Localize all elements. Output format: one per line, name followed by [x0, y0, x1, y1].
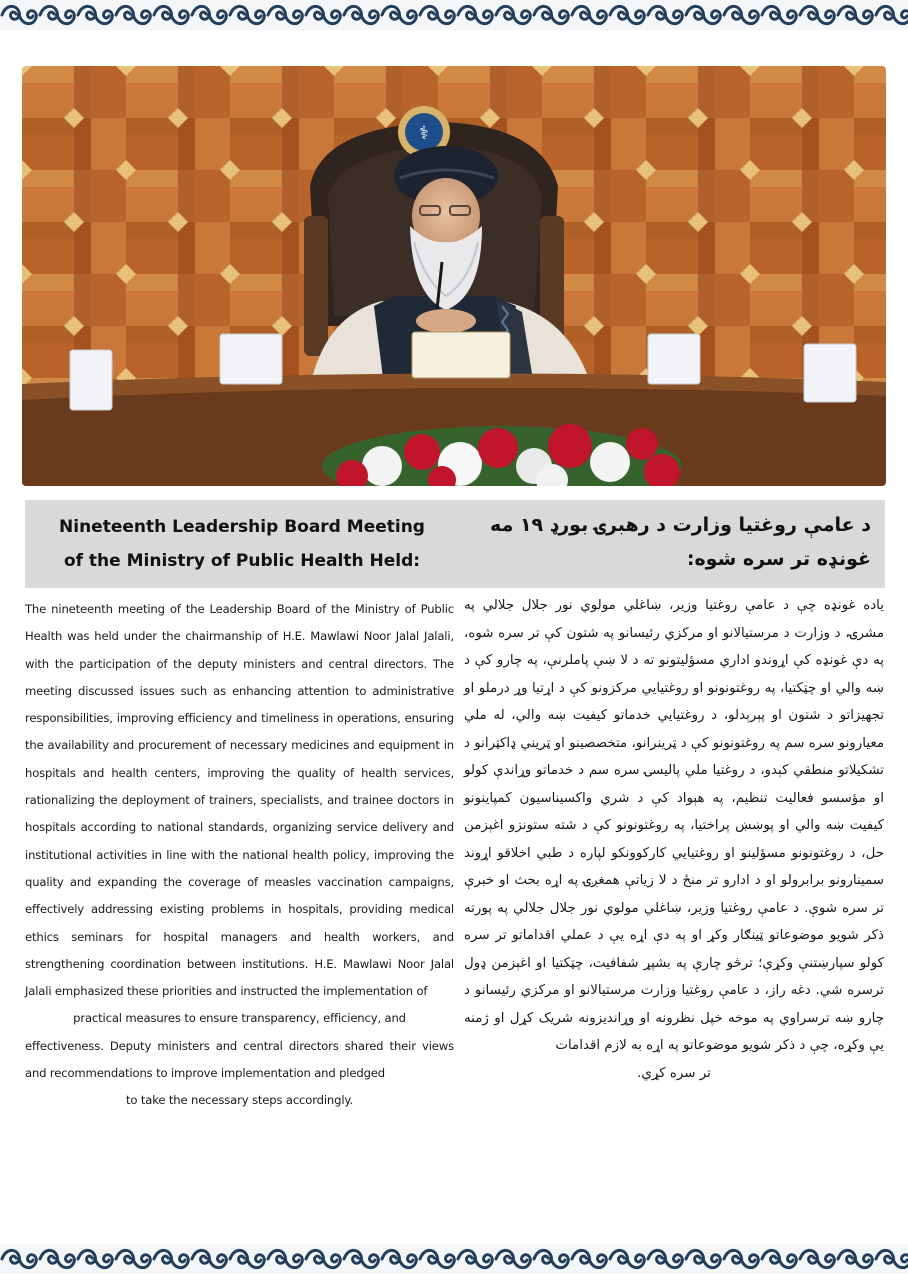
bottom-ornamental-border [0, 1244, 908, 1274]
ornamental-scroll-border-bottom-icon [0, 1244, 908, 1274]
svg-text:⚕: ⚕ [419, 123, 429, 144]
pashto-article [464, 592, 884, 1087]
pashto-paragraph-main: یاده غونډه چې د عامې روغتیا وزیر، ښاغلي مولوي نور جلال جلالي په مشرۍ، د وزارت د مرستیالانو او مرکزي رئیسانو په شتون کې تر سره شوه، په دې غونډه کې اړوندو اداري مسؤلیتونو ته د لا ښې پاملرنې، په چارو کې د ښه والي او چټکتیا، په روغتونونو او روغتیایي مرکزونو کې د اړتیا وړ درملو او تجهیزاتو د شتون او پېرېدلو، د روغتیایي خدماتو کیفیت ښه والي، له ملي معیارونو سره سم په روغتونونو کې د ټرینرانو، متخصصینو او ټریني ډاکټرانو د تشکیلاتو منطقي کېدو، د روغتیا ملي پالیسۍ سره سم د خدماتو وړاندې کولو او مؤسسو فعالیت تنظیم، په هېواد کې د شري واکسیناسیون کمپاینونو کیفیت ښه والي او پوښښ پراختیا، په روغتونونو کې د شته ستونزو اغېزمن حل، د روغتونونو مسؤلینو او روغتیایي کارکوونکو لپاره د طبي اخلاقو اړوند سمینارونو برابرولو او د ادارو تر منځ د لا زیاتې همغږۍ په اړه بحث او خبرې تر سره شوې. د عامې روغتیا وزیر، ښاغلي مولوي نور جلال جلالي په پورته ذکر شویو موضوعاتو ټینګار وکړ او په دې اړه یې د عملي اقداماتو تر سره کولو سپارښتنې وکړې؛ ترڅو چارې په بشپړ شفافیت، چټکتیا او اغېزمن ډول ترسره شي. دغه راز، د عامې روغتیا وزارت مرستیالانو او مرکزي رئیسانو د چارو ښه ترسراوي په موخه خپل نظرونه او وړاندیزونه شریک کړل او ژمنه یې وکړه، چې د ذکر شویو موضوعاتو په اړه به لازم اقدامات [464, 598, 884, 1053]
english-title: Nineteenth Leadership Board Meeting of the Ministry of Public Health Held: [59, 517, 425, 571]
english-article [25, 596, 454, 1115]
pashto-title: د عامې روغتیا وزارت د رهبرۍ بورډ ۱۹ مه غونډه تر سره شوه: [490, 514, 871, 570]
pashto-paragraph-last: تر سره کړي. [637, 1065, 711, 1081]
english-paragraph-tail: effectiveness. Deputy ministers and central directors shared their views and recommendations to improve implementation and pledged [25, 1038, 454, 1081]
meeting-photo [22, 66, 886, 486]
meeting-photo-illustration [22, 66, 886, 486]
english-paragraph-main: The nineteenth meeting of the Leadership Board of the Ministry of Public Health was held under the chairmanship of H.E. Mawlawi Noor Jalal Jalali, with the participation of the deputy ministers and central directors. The meeting discussed issues such as enhancing attention to administrative responsibilities, improving efficiency and timeliness in operations, ensuring the availability and procurement of necessary medicines and equipment in hospitals and health centers, improving the quality of health services, rationalizing the deployment of trainers, specialists, and trainee doctors in hospitals according to national standards, organizing service delivery and institutional activities in line with the national health policy, improving the quality and expanding the coverage of measles vaccination campaigns, effectively addressing existing problems in hospitals, providing medical ethics seminars for hospital managers and health workers, and strengthening coordination between institutions. H.E. Mawlawi Noor Jalal Jalali emphasized these priorities and instructed the implementation of [25, 602, 454, 999]
top-ornamental-border [0, 0, 908, 30]
english-paragraph-last: to take the necessary steps accordingly. [125, 1093, 353, 1108]
english-paragraph-center: practical measures to ensure transparency, efficiency, and [73, 1011, 406, 1026]
ornamental-scroll-border-icon [0, 0, 908, 30]
title-bar [25, 500, 885, 588]
